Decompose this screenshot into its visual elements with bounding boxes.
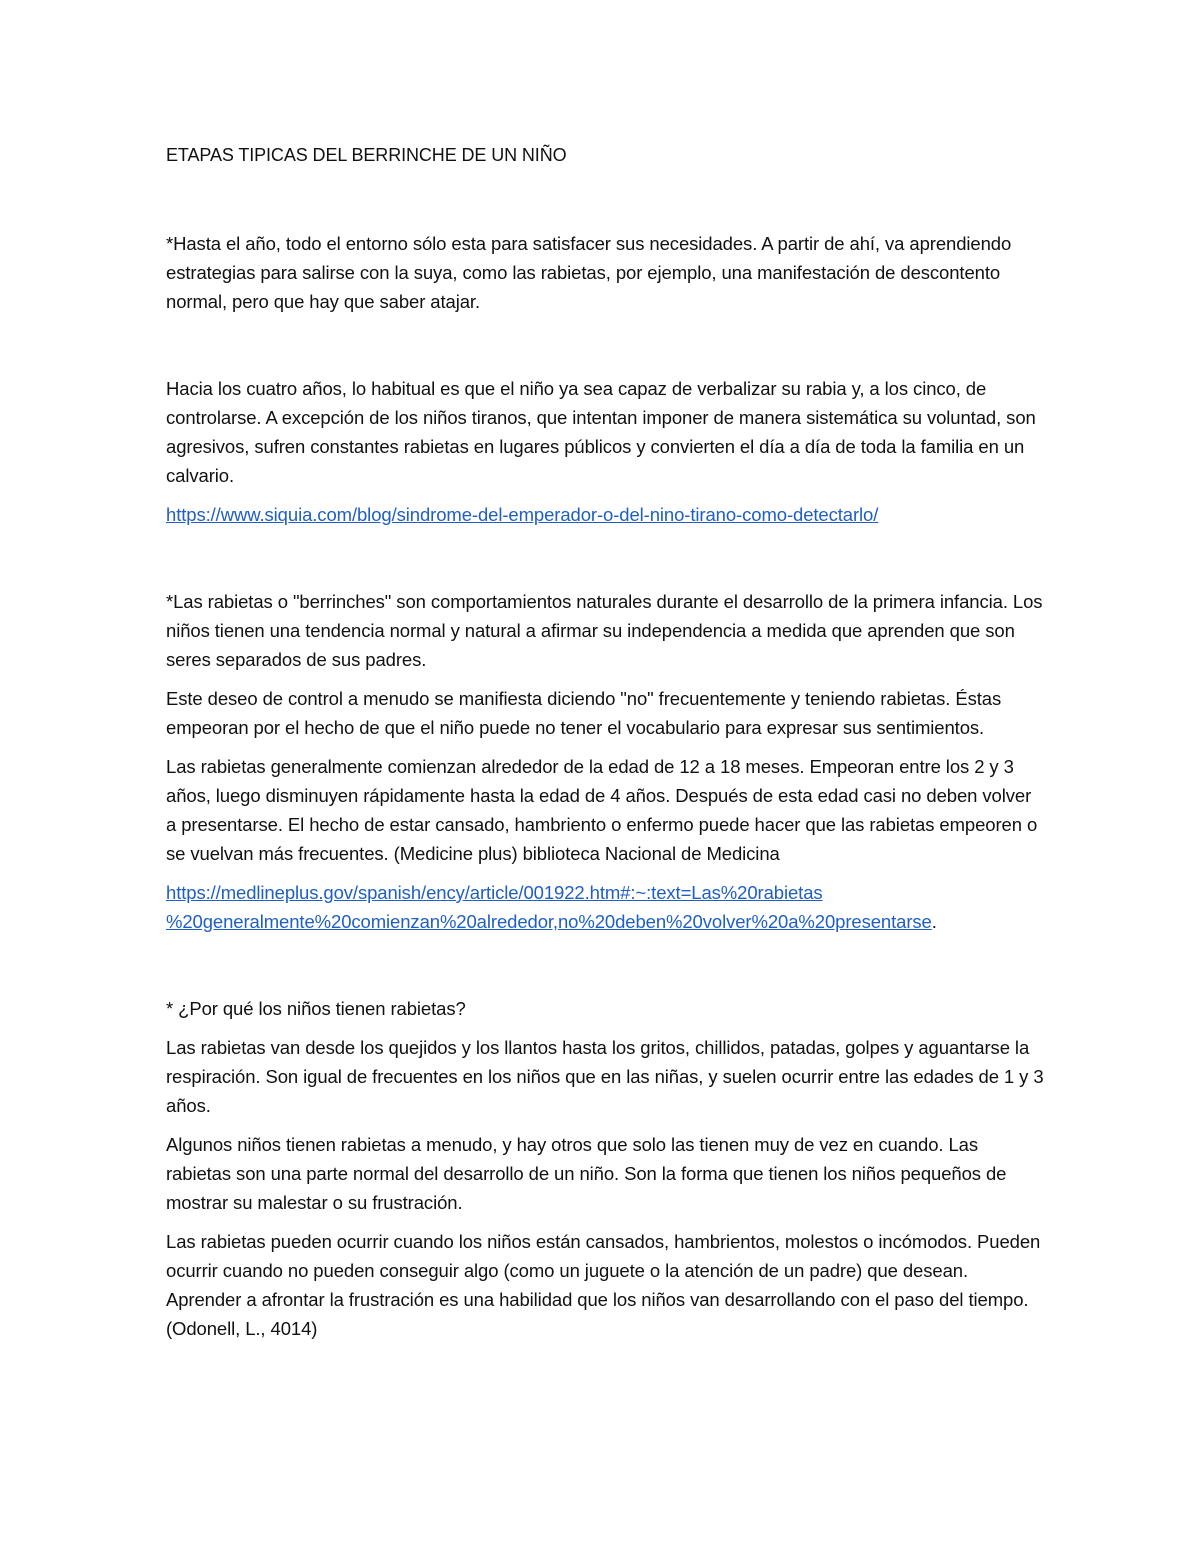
paragraph-tantrums-natural: *Las rabietas o "berrinches" son comportamientos naturales durante el desarrollo de la primera infancia. Los niños tienen una tendencia normal y natural a afirmar su independencia a medida que aprenden que son seres separados de sus padres. xyxy=(166,591,1043,670)
link-suffix: . xyxy=(931,911,937,932)
paragraph-link-medlineplus xyxy=(166,878,1046,936)
document-body xyxy=(166,143,1046,1343)
medlineplus-link-line2[interactable]: %20generalmente%20comienzan%20alrededor,no%20deben%20volver%20a%20presentarse xyxy=(166,911,932,932)
paragraph-tantrum-ages: Las rabietas generalmente comienzan alrededor de la edad de 12 a 18 meses. Empeoran entre los 2 y 3 años, luego disminuyen rápidamente hasta la edad de 4 años. Después de esta edad casi no deben volver a presentarse. El hecho de estar cansado, hambriento o enfermo puede hacer que las rabietas empeoren o se vuelvan más frecuentes. (Medicine plus) biblioteca Nacional de Medicina xyxy=(166,756,1038,864)
document-title: ETAPAS TIPICAS DEL BERRINCHE DE UN NIÑO xyxy=(166,145,567,165)
paragraph-control-desire: Este deseo de control a menudo se manifiesta diciendo "no" frecuentemente y teniendo rabietas. Éstas empeoran por el hecho de que el niño puede no tener el vocabulario para expresar sus sentimientos. xyxy=(166,688,1002,738)
paragraph-tantrum-frequency: Algunos niños tienen rabietas a menudo, y hay otros que solo las tienen muy de vez en cuando. Las rabietas son una parte normal del desarrollo de un niño. Son la forma que tienen los niños pequeños de mostrar su malestar o su frustración. xyxy=(166,1134,1007,1213)
paragraph-link-siquia xyxy=(166,500,1046,529)
medlineplus-link-line1[interactable]: https://medlineplus.gov/spanish/ency/article/001922.htm#:~:text=Las%20rabietas xyxy=(166,882,823,903)
paragraph-tantrum-types: Las rabietas van desde los quejidos y los llantos hasta los gritos, chillidos, patadas, golpes y aguantarse la respiración. Son igual de frecuentes en los niños que en las niñas, y suelen ocurrir entre las edades de 1 y 3 años. xyxy=(166,1037,1044,1116)
paragraph-intro: *Hasta el año, todo el entorno sólo esta para satisfacer sus necesidades. A partir de ahí, va aprendiendo estrategias para salirse con la suya, como las rabietas, por ejemplo, una manifestación de descontento normal, pero que hay que saber atajar. xyxy=(166,233,1012,312)
paragraph-four-years: Hacia los cuatro años, lo habitual es que el niño ya sea capaz de verbalizar su rabia y, a los cinco, de controlarse. A excepción de los niños tiranos, que intentan imponer de manera sistemática su voluntad, son agresivos, sufren constantes rabietas en lugares públicos y convierten el día a día de toda la familia en un calvario. xyxy=(166,378,1036,486)
section-question-heading: * ¿Por qué los niños tienen rabietas? xyxy=(166,998,466,1019)
siquia-link[interactable]: https://www.siquia.com/blog/sindrome-del-emperador-o-del-nino-tirano-como-detectarlo/ xyxy=(166,504,879,525)
paragraph-tantrum-causes: Las rabietas pueden ocurrir cuando los niños están cansados, hambrientos, molestos o incómodos. Pueden ocurrir cuando no pueden conseguir algo (como un juguete o la atención de un padre) que desean. Aprender a afrontar la frustración es una habilidad que los niños van desarrollando con el paso del tiempo. (Odonell, L., 4014) xyxy=(166,1231,1041,1339)
